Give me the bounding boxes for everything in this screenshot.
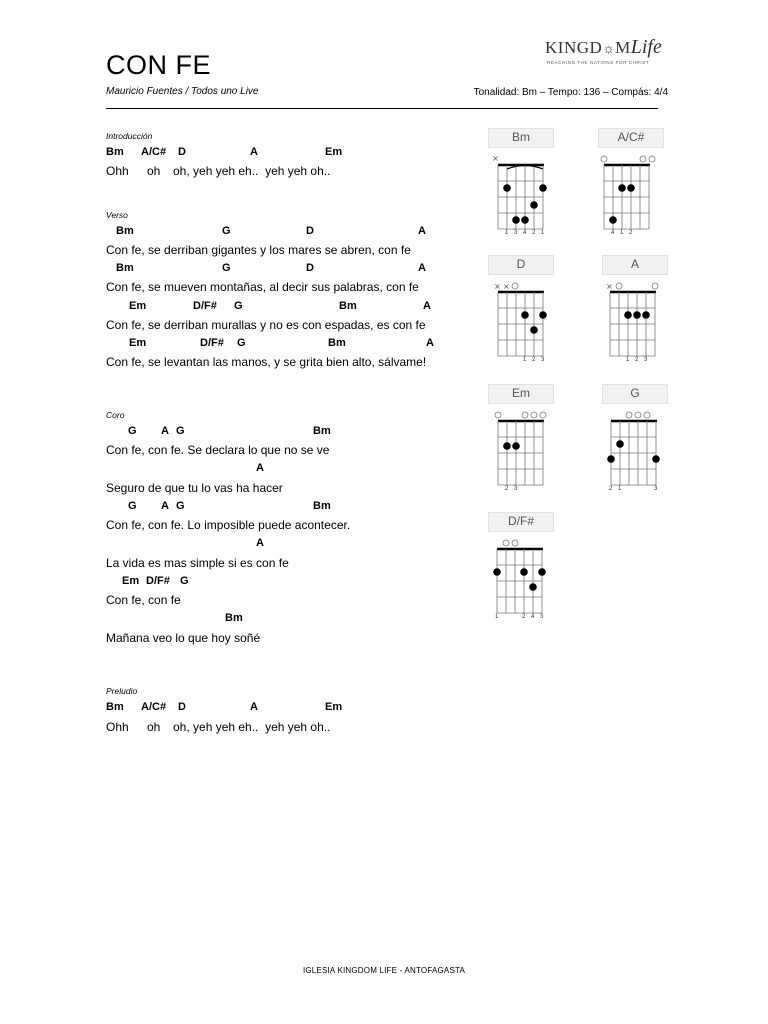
chord: G [222,262,231,274]
chord: G [128,500,137,512]
chord-diagram-name: Em [512,386,530,400]
chord: Bm [225,612,243,624]
chord: G [222,225,231,237]
lyric-line: Con fe, con fe. Se declara lo que no se ve [106,443,330,457]
chord-diagram-name: A [630,257,639,271]
chord: Bm [328,337,346,349]
lyric-line: La vida es mas simple si es con fe [106,556,289,570]
chord: Bm [106,146,124,158]
lyric-line: Con fe, con fe. Lo imposible puede acontecer. [106,518,351,532]
crown-icon: ☼ [602,40,616,56]
chord-diagram-bm: Bm × 1 3 4 2 1 [488,128,554,238]
chord: Bm [116,262,134,274]
kingdom-life-logo: KINGD☼MLife REACHING THE NATIONS FOR CHRIST [545,36,662,65]
chord: D/F# [200,337,224,349]
chord: Bm [106,701,124,713]
section-label-prelude: Preludio [106,686,138,696]
chord: A [250,701,258,713]
chord: A [256,537,264,549]
svg-text:×: × [503,282,510,291]
fretboard [488,150,554,230]
section-label-intro: Introducción [106,131,153,141]
chord-diagram-name: D/F# [507,514,534,528]
lyric-line: Con fe, con fe [106,593,181,607]
lyric-line: Con fe, se derriban murallas y no es con espadas, es con fe [106,318,426,332]
header-divider [106,108,658,109]
chord-diagram-d: D × × 1 2 3 [488,255,554,365]
lyric-line: Mañana veo lo que hoy soñé [106,631,261,645]
chord: D/F# [146,575,170,587]
lyric-line: oh [147,164,161,178]
chord: A [161,500,169,512]
chord-diagram-name: G [630,386,640,400]
chord-diagram-name: Bm [512,130,530,144]
svg-text:×: × [492,154,499,163]
chord: Em [325,701,343,713]
logo-tagline: REACHING THE NATIONS FOR CHRIST [547,60,650,65]
chord: G [234,300,243,312]
chord-diagram-df-sharp: D/F# 1 2 4 3 [488,512,554,622]
svg-text:×: × [606,282,613,291]
chord: A [426,337,434,349]
chord: D [306,225,314,237]
song-meta: Tonalidad: Bm – Tempo: 136 – Compás: 4/4 [473,87,668,98]
song-title: CON FE [106,50,212,80]
chord: A [250,146,258,158]
chord: G [180,575,189,587]
lyric-line: Con fe, se mueven montañas, al decir sus palabras, con fe [106,280,419,294]
svg-text:×: × [494,282,501,291]
fretboard [602,277,668,357]
fretboard [488,406,554,486]
lyric-line: Con fe, se levantan las manos, y se grita bien alto, sálvame! [106,355,427,369]
chord: A [423,300,431,312]
fretboard [488,277,554,357]
chord: G [128,425,137,437]
chord-diagram-name: A/C# [617,130,645,144]
chord: Em [122,575,140,587]
fretboard [598,150,664,230]
chord-diagram-name: D [516,257,526,271]
chord: A [161,425,169,437]
chord: D [178,701,186,713]
section-label-verse: Verso [106,210,128,220]
lyric-line: Seguro de que tu lo vas ha hacer [106,481,283,495]
section-label-chorus: Coro [106,410,125,420]
fretboard [488,534,554,614]
chord-diagram-ac-sharp: A/C# 4 1 2 [598,128,664,238]
chord: Em [129,300,147,312]
chord: Bm [116,225,134,237]
chord: Em [129,337,147,349]
chord: Bm [313,425,331,437]
lyric-line: Ohh [106,720,129,734]
chord-diagram-g: G 2 1 3 [602,384,668,494]
chord: A/C# [141,146,167,158]
chord: Bm [339,300,357,312]
fretboard [602,406,668,486]
chord: A [256,462,264,474]
lyric-line: Ohh [106,164,129,178]
lyric-line: oh, yeh yeh eh.. yeh yeh oh.. [173,164,331,178]
chord-diagram-a: A × 1 2 3 [602,255,668,365]
lyric-line: oh, yeh yeh eh.. yeh yeh oh.. [173,720,331,734]
chord: G [176,425,185,437]
chord: Bm [313,500,331,512]
chord: D [178,146,186,158]
lyric-line: Con fe, se derriban gigantes y los mares se abren, con fe [106,243,411,257]
chord: Em [325,146,343,158]
chord-diagram-em: Em 2 3 [488,384,554,494]
chord: G [176,500,185,512]
chord: A/C# [141,701,167,713]
song-artist: Mauricio Fuentes / Todos uno Live [106,86,259,97]
chord: D [306,262,314,274]
page-footer: IGLESIA KINGDOM LIFE - ANTOFAGASTA [302,966,466,975]
chord: A [418,262,426,274]
lyric-line: oh [147,720,161,734]
chord: G [237,337,246,349]
chord: A [418,225,426,237]
chord: D/F# [193,300,217,312]
